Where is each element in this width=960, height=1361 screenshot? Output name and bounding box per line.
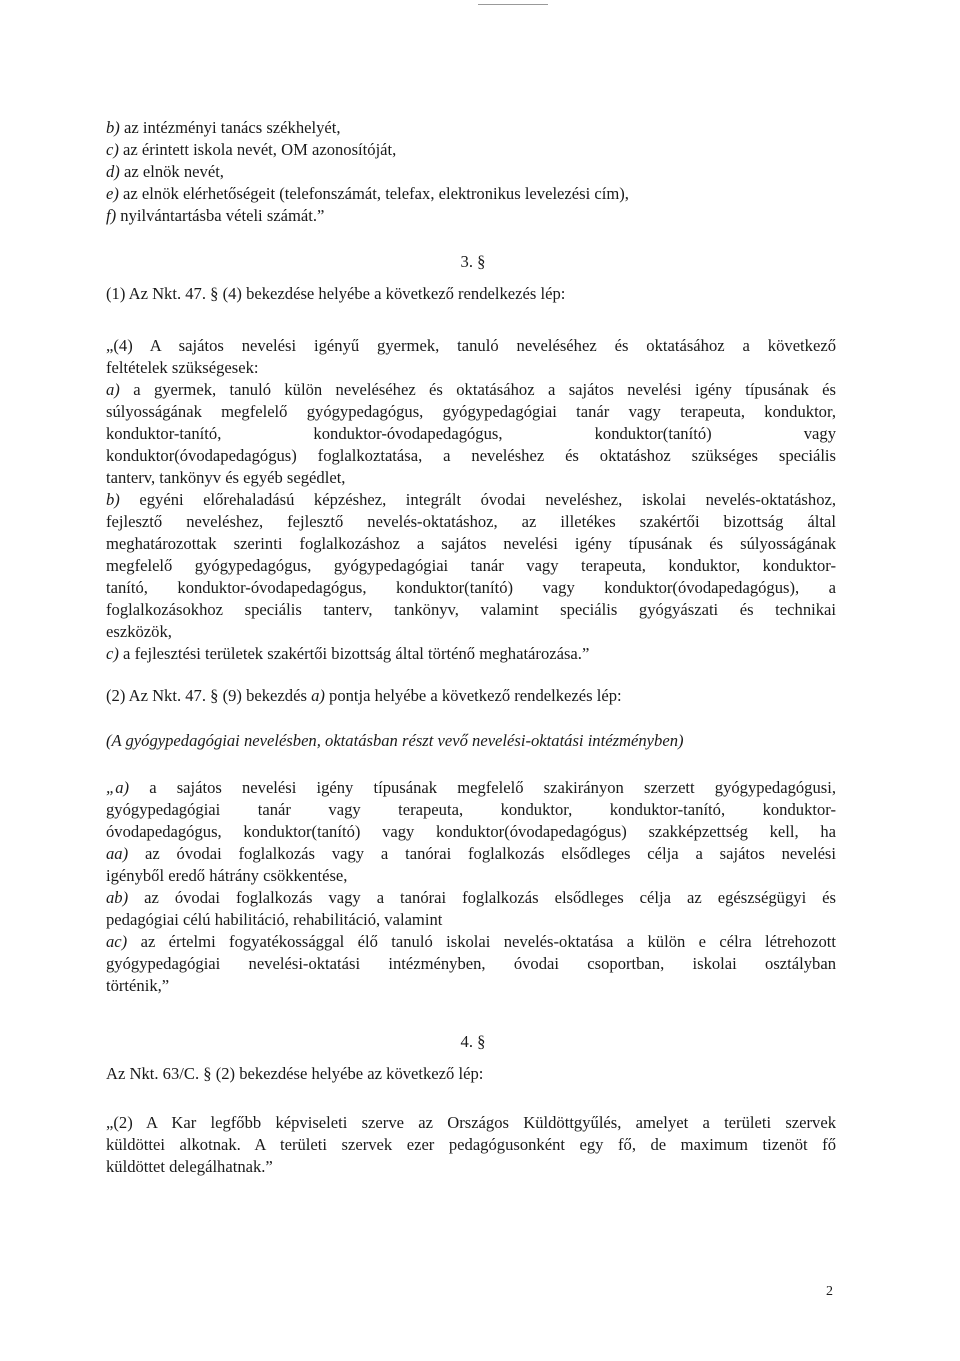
point-b-line: eszközök, [106,622,172,641]
quote-line: küldöttet delegálhatnak.” [106,1157,273,1176]
top-rule [478,4,548,5]
point-qa-line: „a) a sajátos nevelési igény típusának megfelelő szakirányon szerzett gyógypedagógusi, [106,778,836,797]
point-b-line: foglalkozásokhoz speciális tanterv, tankönyv, valamint speciális gyógyászati és technikai [106,600,836,619]
italic-heading: (A gyógypedagógiai nevelésben, oktatásban részt vevő nevelési-oktatási intézményben) [106,731,684,750]
section-4-paragraph-1: Az Nkt. 63/C. § (2) bekezdése helyébe az következő lép: [106,1064,484,1083]
point-ab-line: pedagógiai célú habilitáció, rehabilitáció, valamint [106,910,443,929]
point-a-line: konduktor-tanító, konduktor-óvodapedagógus, konduktor(tanító) vagy [106,424,836,443]
point-ac-line: történik,” [106,976,170,995]
list-item-c: c) az érintett iskola nevét, OM azonosítóját, [106,140,397,159]
list-item-f: f) nyilvántartásba vételi számát.” [106,206,325,225]
point-c-line: c) a fejlesztési területek szakértői bizottság által történő meghatározása.” [106,644,590,663]
quote-line: „(4) A sajátos nevelési igényű gyermek, tanuló neveléséhez és oktatásához a következő [106,336,836,355]
quote-line: „(2) A Kar legfőbb képviseleti szerve az Országos Küldöttgyűlés, amelyet a területi szervek [106,1113,836,1132]
section-3-paragraph-2: (2) Az Nkt. 47. § (9) bekezdés a) pontja helyébe a következő rendelkezés lép: [106,686,622,705]
section-3-quote-2 [106,777,836,997]
list-item-d: d) az elnök nevét, [106,162,224,181]
point-qa-line: gyógypedagógiai tanár vagy terapeuta, konduktor, konduktor-tanító, konduktor- [106,800,836,819]
section-4-heading: 4. § [460,1032,486,1051]
point-b-line: meghatározottak szerinti foglalkozáshoz a sajátos nevelési igény típusának és súlyosságának [106,534,836,553]
point-ac-line: ac) az értelmi fogyatékossággal élő tanuló iskolai nevelés-oktatása a külön e célra létrehozott [106,932,836,951]
section-3-quote [106,335,836,665]
point-aa-line: igényből eredő hátrány csökkentése, [106,866,348,885]
point-b-line: b) egyéni előrehaladású képzéshez, integrált óvodai neveléshez, iskolai nevelés-oktatáshoz, [106,490,836,509]
point-ab-line: ab) az óvodai foglalkozás vagy a tanórai foglalkozás elsődleges célja az egészségügyi és [106,888,836,907]
document-page [106,117,836,1178]
section-4-quote [106,1112,836,1178]
point-aa-line: aa) az óvodai foglalkozás vagy a tanórai foglalkozás elsődleges célja a sajátos nevelési [106,844,836,863]
point-b-line: tanító, konduktor-óvodapedagógus, konduktor(tanító) vagy konduktor(óvodapedagógus), a [106,578,836,597]
point-ac-line: gyógypedagógiai nevelési-oktatási intézményben, óvodai csoportban, iskolai osztályban [106,954,836,973]
point-b-line: fejlesztő neveléshez, fejlesztő nevelés-oktatáshoz, az illetékes szakértői bizottság által [106,512,836,531]
point-a-line: súlyosságának megfelelő gyógypedagógus, gyógypedagógiai tanár vagy terapeuta, konduktor, [106,402,836,421]
list-item-e: e) az elnök elérhetőségeit (telefonszámát, telefax, elektronikus levelezési cím), [106,184,629,203]
page-number: 2 [826,1284,833,1299]
point-b-line: megfelelő gyógypedagógus, gyógypedagógiai tanár vagy terapeuta, konduktor, konduktor- [106,556,836,575]
section-3-paragraph-1: (1) Az Nkt. 47. § (4) bekezdése helyébe a következő rendelkezés lép: [106,284,566,303]
point-qa-line: óvodapedagógus, konduktor(tanító) vagy konduktor(óvodapedagógus) szakképzettség kell, ha [106,822,836,841]
section-3-heading: 3. § [460,252,486,271]
point-a-line: konduktor(óvodapedagógus) foglalkoztatása, a neveléshez és oktatáshoz szükséges speciális [106,446,836,465]
quote-line: küldöttei alkotnak. A területi szervek ezer pedagógusonként egy fő, de maximum tizenöt fő [106,1135,836,1154]
quote-line: feltételek szükségesek: [106,358,259,377]
list-top [106,117,836,227]
point-a-line: a) a gyermek, tanuló külön neveléséhez és oktatásához a sajátos nevelési igény típusának és [106,380,836,399]
list-item-b: b) az intézményi tanács székhelyét, [106,118,341,137]
point-a-line: tanterv, tankönyv és egyéb segédlet, [106,468,346,487]
